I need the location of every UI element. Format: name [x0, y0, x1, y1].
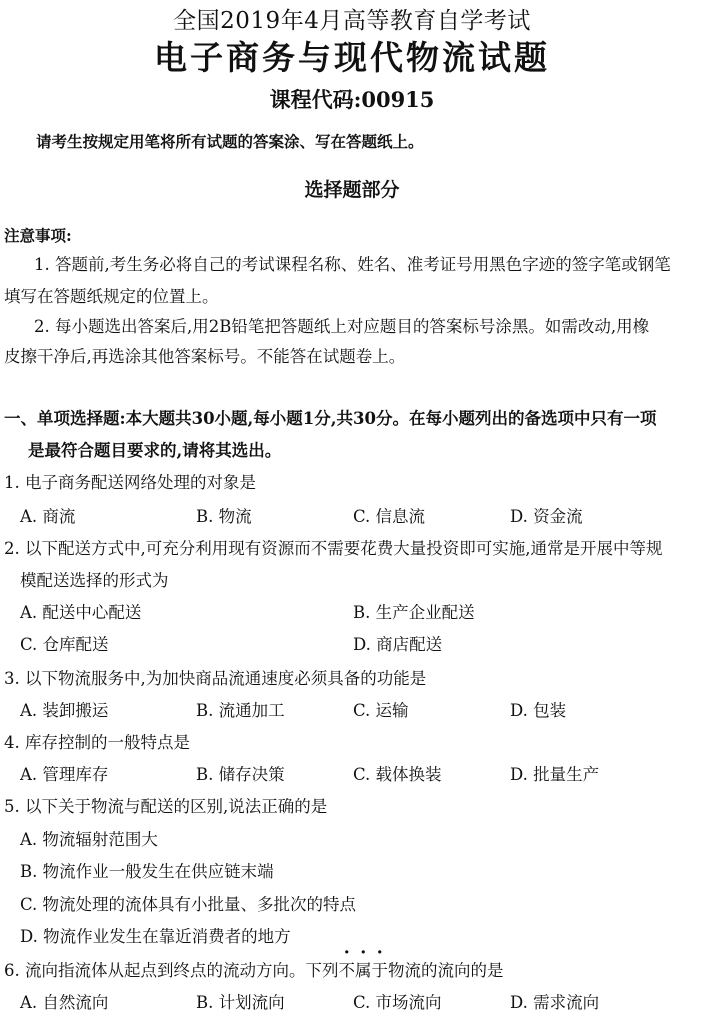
question-6-option-a: A. 自然流向 — [20, 993, 109, 1012]
question-4-option-a: A. 管理库存 — [20, 765, 109, 784]
question-3-option-d: D. 包装 — [510, 701, 567, 720]
question-5-option-d: D. 物流作业发生在靠近消费者的地方 — [20, 927, 291, 946]
question-6-stem-post: 物流的流向的是 — [388, 961, 504, 980]
course-code: 课程代码:00915 — [269, 87, 435, 112]
emphasis-char-1: 不 — [338, 961, 355, 980]
question-1-stem: 1. 电子商务配送网络处理的对象是 — [4, 473, 256, 492]
emphasis-char-3: 于 — [371, 961, 388, 980]
notice-item-1-line-2: 填写在答题纸规定的位置上。 — [4, 287, 219, 306]
exam-header: 全国2019年4月高等教育自学考试 — [173, 8, 531, 34]
question-2-option-d: D. 商店配送 — [353, 635, 443, 654]
question-6-stem — [4, 957, 504, 981]
question-1-option-d: D. 资金流 — [510, 507, 583, 526]
part1-heading-line-2: 是最符合题目要求的,请将其选出。 — [28, 441, 282, 460]
question-2-option-c: C. 仓库配送 — [20, 635, 109, 654]
notice-heading: 注意事项: — [4, 226, 72, 245]
question-3-option-c: C. 运输 — [353, 701, 409, 720]
question-1-option-c: C. 信息流 — [353, 507, 426, 526]
paper-title: 电子商务与现代物流试题 — [154, 38, 550, 77]
question-4-option-d: D. 批量生产 — [510, 765, 600, 784]
question-2-option-a: A. 配送中心配送 — [20, 603, 142, 622]
question-1-option-a: A. 商流 — [20, 507, 76, 526]
answer-instruction: 请考生按规定用笔将所有试题的答案涂、写在答题纸上。 — [36, 132, 424, 151]
question-3-option-a: A. 装卸搬运 — [20, 701, 109, 720]
question-5-stem: 5. 以下关于物流与配送的区别,说法正确的是 — [4, 797, 328, 816]
notice-item-2-line-2: 皮擦干净后,再选涂其他答案标号。不能答在试题卷上。 — [4, 347, 406, 366]
question-6-stem-pre: 6. 流向指流体从起点到终点的流动方向。下列 — [4, 961, 339, 980]
part1-heading-line-1: 一、单项选择题:本大题共30小题,每小题1分,共30分。在每小题列出的备选项中只有一项 — [4, 409, 657, 428]
section-title: 选择题部分 — [304, 179, 400, 201]
notice-item-2-line-1: 2. 每小题选出答案后,用2B铅笔把答题纸上对应题目的答案标号涂黑。如需改动,用橡 — [34, 317, 650, 336]
question-6-option-b: B. 计划流向 — [196, 993, 285, 1012]
question-5-option-b: B. 物流作业一般发生在供应链末端 — [20, 862, 274, 881]
question-4-stem: 4. 库存控制的一般特点是 — [4, 733, 190, 752]
emphasis-char-2: 属 — [355, 961, 372, 980]
question-1-option-b: B. 物流 — [196, 507, 252, 526]
question-3-option-b: B. 流通加工 — [196, 701, 285, 720]
question-2-option-b: B. 生产企业配送 — [353, 603, 475, 622]
question-5-option-a: A. 物流辐射范围大 — [20, 830, 158, 849]
question-4-option-b: B. 储存决策 — [196, 765, 285, 784]
question-2-stem-line-2: 模配送选择的形式为 — [20, 571, 169, 590]
question-4-option-c: C. 载体换装 — [353, 765, 442, 784]
notice-item-1-line-1: 1. 答题前,考生务必将自己的考试课程名称、姓名、准考证号用黑色字迹的签字笔或钢笔 — [34, 255, 671, 274]
question-6-option-c: C. 市场流向 — [353, 993, 442, 1012]
question-2-stem-line-1: 2. 以下配送方式中,可充分利用现有资源而不需要花费大量投资即可实施,通常是开展中等规 — [4, 539, 663, 558]
question-3-stem: 3. 以下物流服务中,为加快商品流通速度必须具备的功能是 — [4, 669, 427, 688]
question-5-option-c: C. 物流处理的流体具有小批量、多批次的特点 — [20, 895, 357, 914]
question-6-option-d: D. 需求流向 — [510, 993, 600, 1012]
